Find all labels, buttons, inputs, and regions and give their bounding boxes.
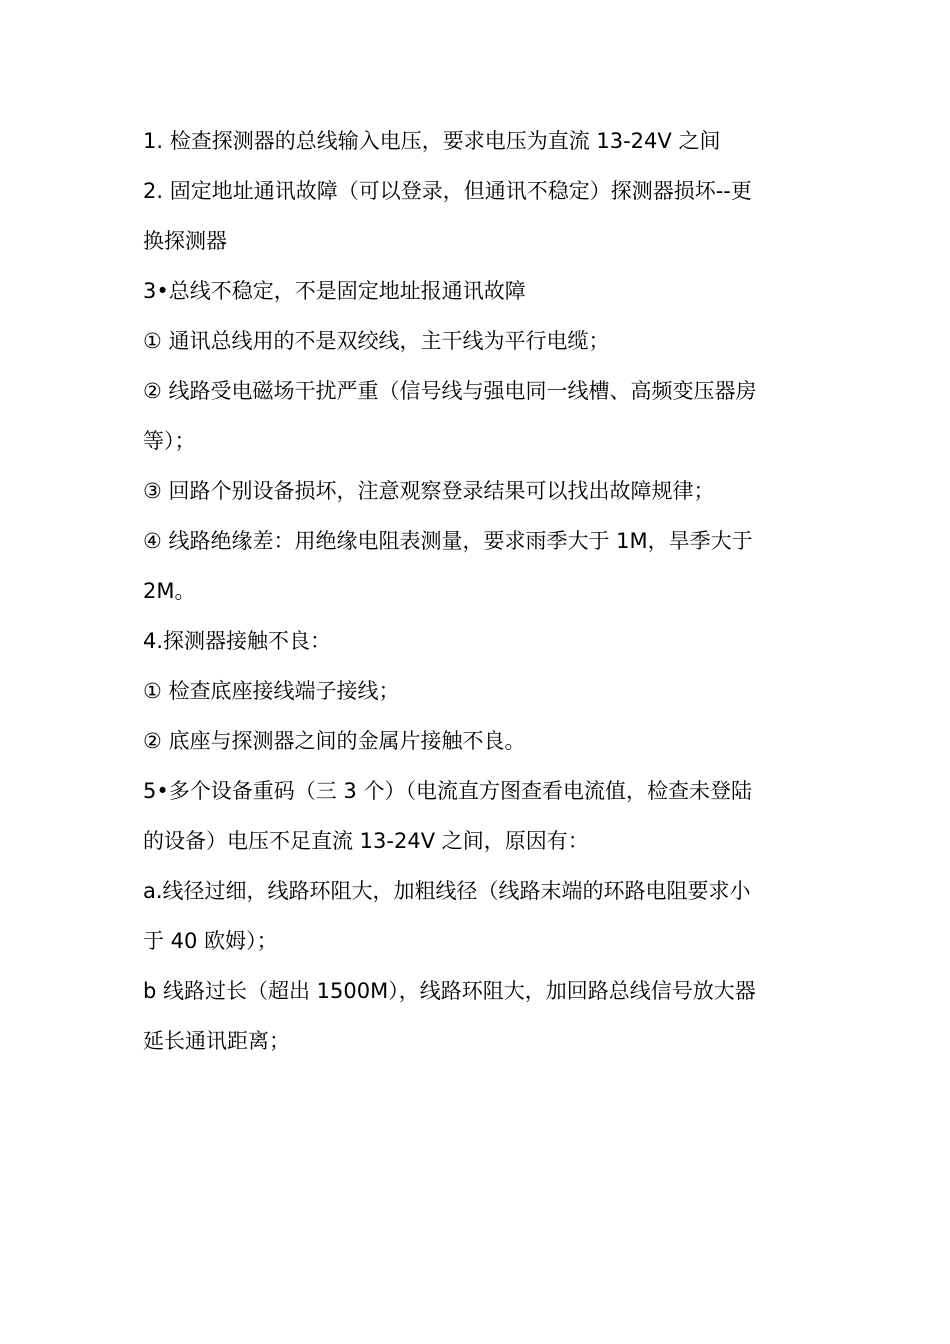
- text-line: 于 40 欧姆）；: [143, 929, 278, 953]
- text-line: ② 底座与探测器之间的金属片接触不良。: [143, 729, 526, 753]
- text-line: ② 线路受电磁场干扰严重（信号线与强电同一线槽、高频变压器房: [143, 379, 757, 403]
- text-line: 5•多个设备重码（三 3 个）（电流直方图查看电流值，检查未登陆: [143, 779, 752, 803]
- text-line: ① 检查底座接线端子接线；: [143, 679, 400, 703]
- text-line: 3•总线不稳定，不是固定地址报通讯故障: [143, 279, 526, 303]
- text-line: 换探测器: [143, 229, 227, 253]
- text-line: 2M。: [143, 579, 196, 603]
- text-line: a.线径过细，线路环阻大，加粗线径（线路末端的环路电阻要求小: [143, 879, 751, 903]
- text-line: 的设备）电压不足直流 13-24V 之间，原因有：: [143, 829, 589, 853]
- text-line: 2. 固定地址通讯故障（可以登录，但通讯不稳定）探测器损坏--更: [143, 179, 752, 203]
- text-line: 4.探测器接触不良：: [143, 629, 332, 653]
- text-line: ④ 线路绝缘差：用绝缘电阻表测量，要求雨季大于 1M，旱季大于: [143, 529, 753, 553]
- text-line: 1. 检查探测器的总线输入电压，要求电压为直流 13-24V 之间: [143, 129, 721, 153]
- text-line: ③ 回路个别设备损坏，注意观察登录结果可以找出故障规律；: [143, 479, 715, 503]
- text-line: 等）；: [143, 429, 196, 453]
- text-line: b 线路过长（超出 1500M），线路环阻大，加回路总线信号放大器: [143, 979, 756, 1003]
- text-line: 延长通讯距离；: [143, 1029, 290, 1053]
- document-body: [143, 116, 805, 1066]
- text-line: ① 通讯总线用的不是双绞线，主干线为平行电缆；: [143, 329, 610, 353]
